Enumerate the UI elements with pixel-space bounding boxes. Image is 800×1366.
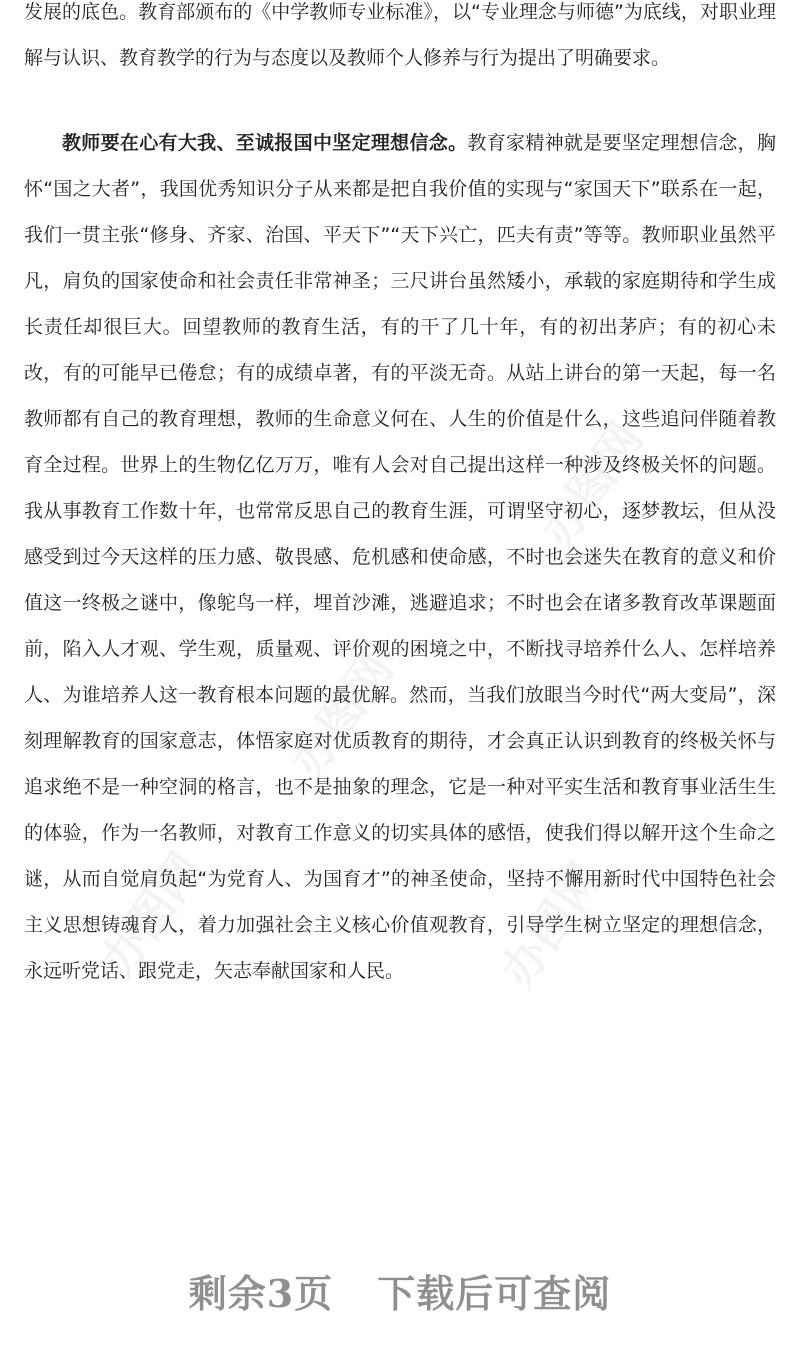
remaining-pages-label[interactable]: 剩余3页 [188,1270,334,1316]
paragraph-main [24,120,776,994]
download-to-view-link[interactable]: 下载后可查阅 [377,1270,612,1316]
paragraph-top: 发展的底色。教育部颁布的《中学教师专业标准》，以“专业理念与师德”为底线，对职业理解与认识、教育教学的行为与态度以及教师个人修养与行为提出了明确要求。 [24,1,776,69]
paragraph-main-body: 教育家精神就是要坚定理想信念，胸怀“国之大者”，我国优秀知识分子从来都是把自我价值的实现与“家国天下”联系在一起，我们一贯主张“修身、齐家、治国、平天下”“天下兴亡，匹夫有责”等等。教师职业虽然平凡，肩负的国家使命和社会责任非常神圣；三尺讲台虽然矮小，承载的家庭期待和学生成长责任却很巨大。回望教师的教育生活，有的干了几十年，有的初出茅庐；有的初心未改，有的可能早已倦怠；有的成绩卓著，有的平淡无奇。从站上讲台的第一天起，每一名教师都有自己的教育理想，教师的生命意义何在、人生的价值是什么，这些追问伴随着教育全过程。世界上的生物亿亿万万，唯有人会对自己提出这样一种涉及终极关怀的问题。我从事教育工作数十年，也常常反思自己的教育生涯，可谓坚守初心，逐梦教坛，但从没感受到过今天这样的压力感、敬畏感、危机感和使命感，不时也会迷失在教育的意义和价值这一终极之谜中，像鸵鸟一样，埋首沙滩，逃避追求；不时也会在诸多教育改革课题面前，陷入人才观、学生观，质量观、评价观的困境之中，不断找寻培养什么人、怎样培养人、为谁培养人这一教育根本问题的最优解。然而，当我们放眼当今时代“两大变局”，深刻理解教育的国家意志，体悟家庭对优质教育的期待，才会真正认识到教育的终极关怀与追求绝不是一种空洞的格言，也不是抽象的理念，它是一种对平实生活和教育事业活生生的体验，作为一名教师，对教育工作意义的切实具体的感悟，使我们得以解开这个生命之谜，从而自觉肩负起“为党育人、为国育才”的神圣使命，坚持不懈用新时代中国特色社会主义思想铸魂育人，着力加强社会主义核心价值观教育，引导学生树立坚定的理想信念，永远听党话、跟党走，矢志奉献国家和人民。 [24,132,776,982]
download-banner [0,1262,800,1318]
paragraph-main-lead: 教师要在心有大我、至诚报国中坚定理想信念。 [62,132,468,154]
